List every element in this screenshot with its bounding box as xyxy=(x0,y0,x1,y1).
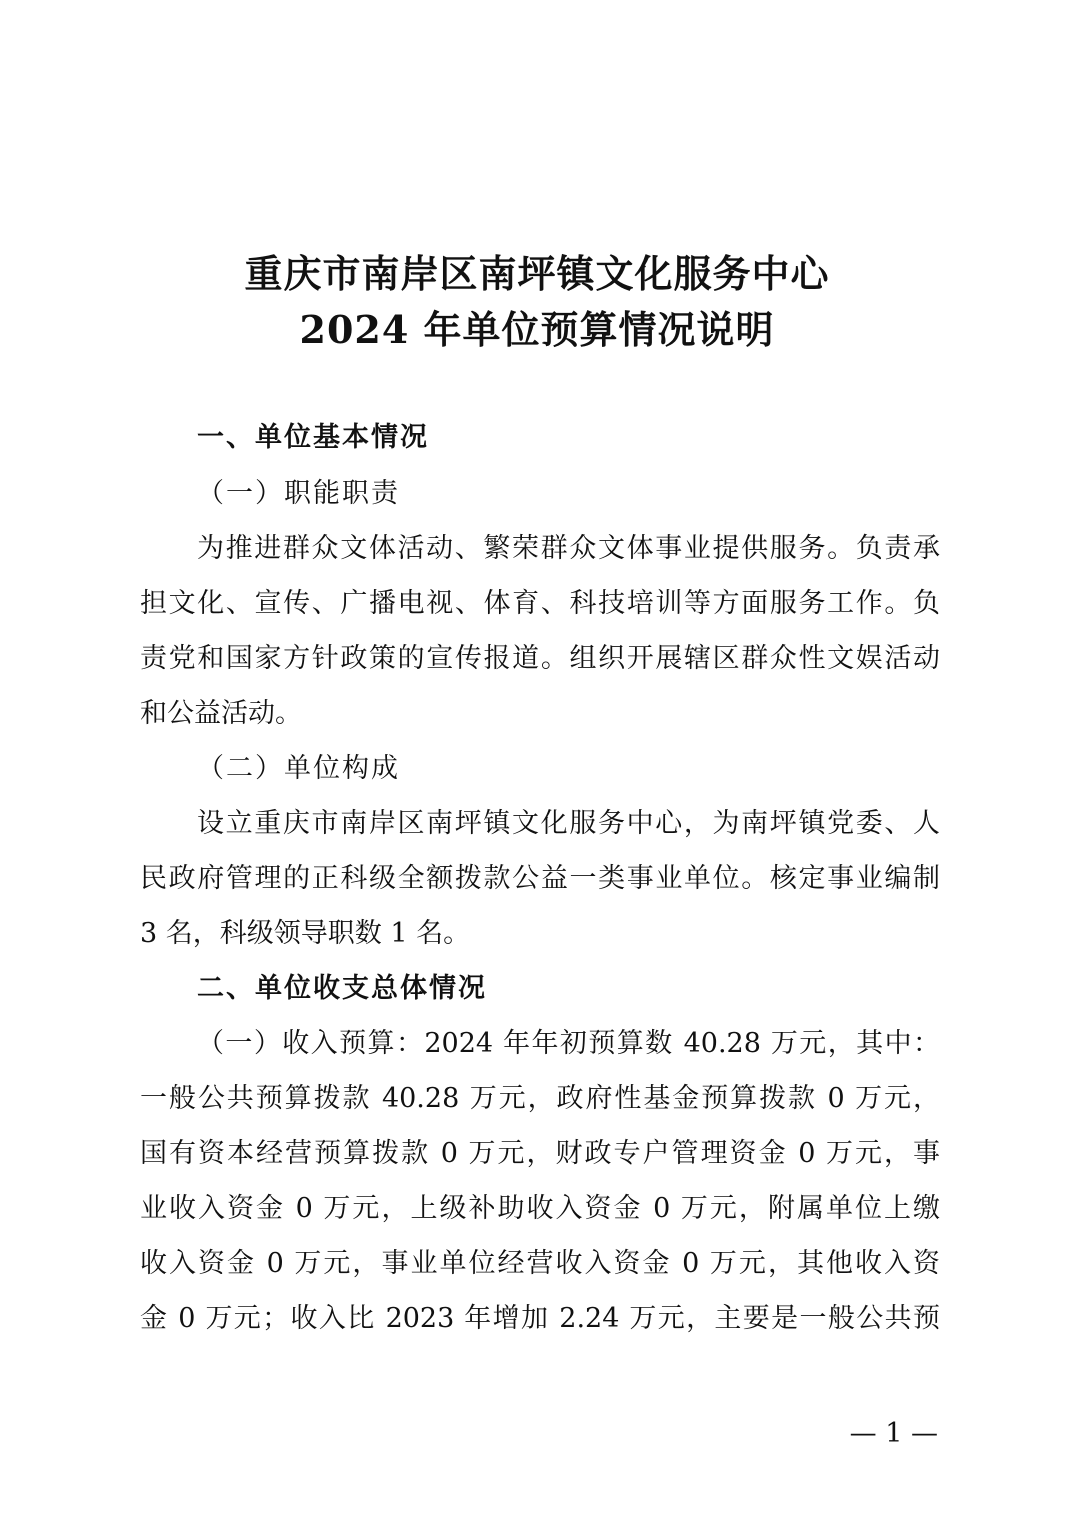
paragraph-line: 和公益活动。 xyxy=(140,698,302,729)
paragraph-line: （一）收入预算：2024 年年初预算数 40.28 万元，其中： xyxy=(197,1028,940,1059)
document-title-line-2: 2024 年单位预算情况说明 xyxy=(299,307,775,352)
section-1-1-heading: （一）职能职责 xyxy=(197,478,400,509)
paragraph-line: 国有资本经营预算拨款 0 万元，财政专户管理资金 0 万元，事 xyxy=(140,1138,940,1169)
page-number: — 1 — xyxy=(849,1418,938,1449)
paragraph-line: 担文化、宣传、广播电视、体育、科技培训等方面服务工作。负 xyxy=(140,588,940,619)
paragraph-line: 金 0 万元；收入比 2023 年增加 2.24 万元，主要是一般公共预 xyxy=(140,1303,940,1334)
paragraph-line: 一般公共预算拨款 40.28 万元，政府性基金预算拨款 0 万元， xyxy=(140,1083,940,1114)
document-title-line-1: 重庆市南岸区南坪镇文化服务中心 xyxy=(244,251,830,296)
section-1-2-heading: （二）单位构成 xyxy=(197,753,400,784)
section-1-heading: 一、单位基本情况 xyxy=(197,422,429,453)
paragraph-line: 为推进群众文体活动、繁荣群众文体事业提供服务。负责承 xyxy=(197,533,940,564)
section-2-heading: 二、单位收支总体情况 xyxy=(197,973,487,1004)
paragraph-line: 3 名，科级领导职数 1 名。 xyxy=(140,918,471,949)
paragraph-line: 设立重庆市南岸区南坪镇文化服务中心，为南坪镇党委、人 xyxy=(197,808,940,839)
paragraph-line: 收入资金 0 万元，事业单位经营收入资金 0 万元，其他收入资 xyxy=(140,1248,940,1279)
paragraph-line: 责党和国家方针政策的宣传报道。组织开展辖区群众性文娱活动 xyxy=(140,643,940,674)
paragraph-line: 业收入资金 0 万元，上级补助收入资金 0 万元，附属单位上缴 xyxy=(140,1193,940,1224)
paragraph-line: 民政府管理的正科级全额拨款公益一类事业单位。核定事业编制 xyxy=(140,863,940,894)
